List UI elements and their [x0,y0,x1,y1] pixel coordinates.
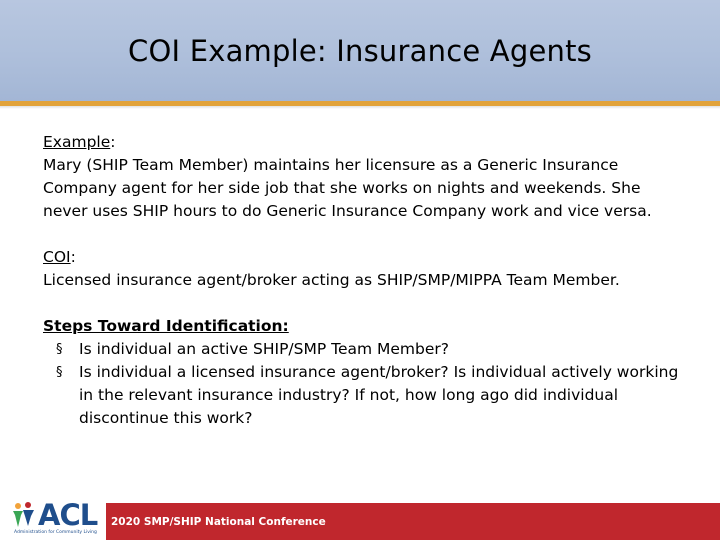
title-banner [0,0,720,101]
steps-heading: Steps Toward Identification: [43,317,289,335]
spacer [43,292,683,315]
spacer [43,223,683,246]
steps-list [43,338,683,430]
list-item [43,361,683,430]
list-item [43,338,683,361]
bullet-icon: § [56,365,63,380]
example-heading [43,131,683,154]
conference-title: 2020 SMP/SHIP National Conference [111,515,326,528]
slide-body [43,131,683,430]
example-text: Mary (SHIP Team Member) maintains her licensure as a Generic Insurance Company agent for her side job that she works on nights and weekends. She never uses SHIP hours to do Generic Insurance Company work and vice versa. [43,156,652,220]
coi-colon: : [70,248,76,266]
coi-heading [43,246,683,269]
conference-banner [106,503,720,540]
step-text: Is individual an active SHIP/SMP Team Member? [79,340,450,358]
footer [0,497,720,540]
logo-wordmark: ACL [38,498,98,532]
logo-tagline: Administration for Community Living [14,530,97,535]
acl-logo [0,497,106,540]
title-divider [0,101,720,106]
example-colon: : [110,133,116,151]
step-text: Is individual a licensed insurance agent/broker? Is individual actively working in the relevant insurance industry? If not, how long ago did individual discontinue this work? [79,363,679,427]
coi-label: COI [43,248,71,266]
bullet-icon: § [56,342,63,357]
coi-text: Licensed insurance agent/broker acting as SHIP/SMP/MIPPA Team Member. [43,271,620,289]
example-label: Example [43,133,111,151]
slide-title: COI Example: Insurance Agents [128,33,592,68]
people-figures-icon [12,501,38,529]
